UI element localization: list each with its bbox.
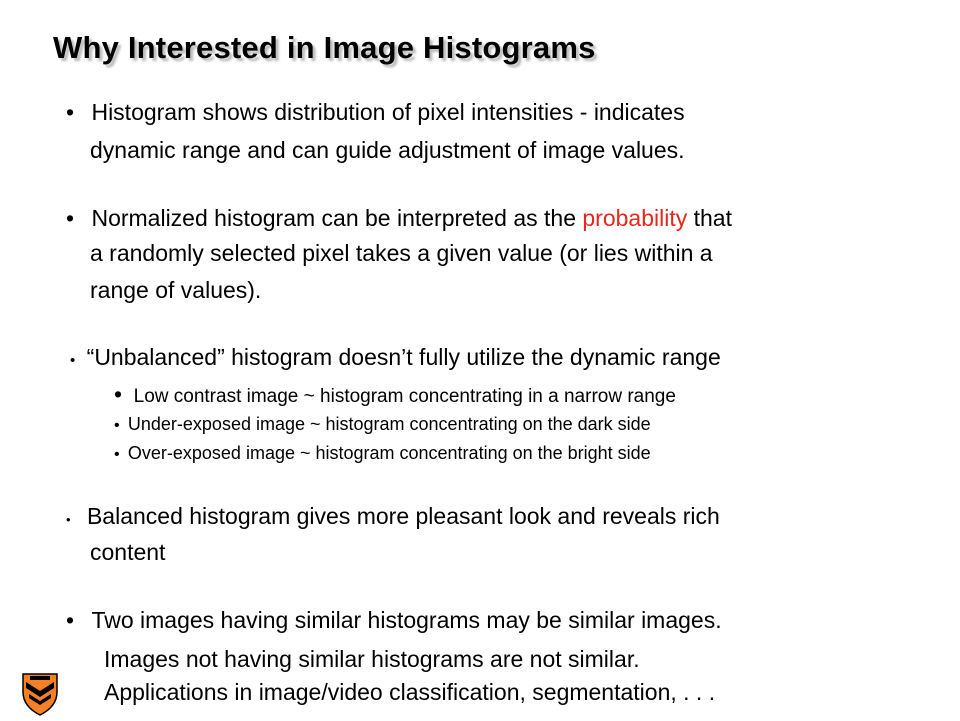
bullet-2-text-post: that — [687, 205, 732, 231]
bullet-5-line-2: Images not having similar histograms are not similar. — [104, 646, 640, 672]
bullet-2-line-1 — [66, 204, 732, 232]
probability-highlight: probability — [582, 205, 688, 231]
bullet-1-line-1 — [66, 98, 685, 126]
university-shield-icon — [22, 672, 58, 716]
bullet-2-text-pre: Normalized histogram can be interpreted as the — [91, 205, 583, 231]
bullet-5-text-1: Two images having similar histograms may be similar images. — [91, 607, 722, 633]
sub-3-text: Over-exposed image ~ histogram concentrating on the bright side — [127, 443, 651, 463]
bullet-4-line-2: content — [90, 539, 166, 565]
sub-2-dot: • — [114, 417, 120, 434]
bullet-4-line-1 — [66, 502, 720, 534]
bullet-1-text-1: Histogram shows distribution of pixel intensities - indicates — [91, 99, 685, 125]
bullet-3-text-1: “Unbalanced” histogram doesn’t fully utilize the dynamic range — [86, 344, 721, 370]
bullet-4-dot: • — [66, 512, 71, 527]
sub-1-dot: • — [114, 381, 123, 407]
bullet-3-dot: • — [70, 352, 76, 369]
bullet-3-sub-1 — [114, 381, 676, 410]
bullet-3-sub-2 — [114, 412, 651, 438]
bullet-3-line-1 — [70, 343, 721, 375]
bullet-4-text-1: Balanced histogram gives more pleasant look and reveals rich — [86, 503, 720, 529]
bullet-3-sub-3 — [114, 441, 651, 467]
bullet-2-line-3: range of values). — [90, 277, 262, 303]
bullet-2-dot: • — [66, 205, 75, 231]
bullet-2-line-2: a randomly selected pixel takes a given value (or lies within a — [90, 240, 713, 266]
bullet-5-dot: • — [66, 607, 75, 633]
bullet-1-line-2: dynamic range and can guide adjustment of image values. — [90, 137, 685, 163]
bullet-5-line-3: Applications in image/video classification, segmentation, . . . — [104, 679, 716, 705]
sub-1-text: Low contrast image ~ histogram concentrating in a narrow range — [133, 386, 676, 407]
sub-3-dot: • — [114, 446, 120, 463]
sub-2-text: Under-exposed image ~ histogram concentrating on the dark side — [127, 414, 651, 434]
bullet-5-line-1 — [66, 606, 722, 634]
slide-title: Why Interested in Image Histograms — [53, 30, 596, 65]
bullet-1-dot: • — [66, 99, 75, 125]
